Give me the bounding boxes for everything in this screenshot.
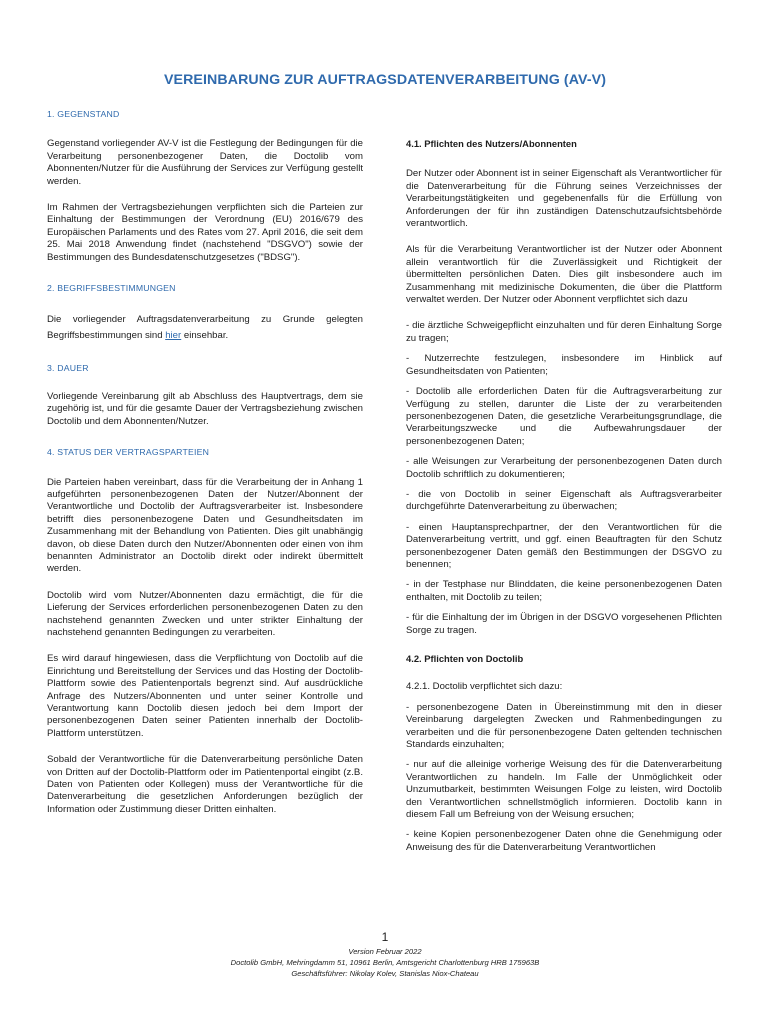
section-heading-gegenstand: 1. GEGENSTAND xyxy=(47,109,120,119)
right-column xyxy=(406,138,722,854)
list-item: - für die Einhaltung der im Übrigen in der DSGVO vorgesehenen Pflichten Sorge zu tragen. xyxy=(406,612,722,636)
document-title: VEREINBARUNG ZUR AUFTRAGSDATENVERARBEITUNG (AV-V) xyxy=(163,72,607,88)
left-column xyxy=(47,108,363,816)
list-item: - in der Testphase nur Blinddaten, die keine personenbezogenen Daten enthalten, mit Doctolib zu teilen; xyxy=(406,579,722,603)
paragraph: Die Parteien haben vereinbart, dass für die Verarbeitung der in Anhang 1 aufgeführten personenbezogenen Daten der Nutzer/Abonnent der Verantwortliche und Doctolib der Auftragsverarbeiter ist. Insbesondere betrifft dies personenbezogene Daten und Gesundheitsdaten im Zusammenhang mit der Behandlung von Patienten. Dies gilt unabhängig davon, ob diese Daten durch den Nutzer/Abonnenten oder einen von ihm benannten Administrator an Doctolib direkt oder indirekt übermittelt werden. xyxy=(47,476,363,575)
list-item: - alle Weisungen zur Verarbeitung der personenbezogenen Daten durch Doctolib schriftlich zu dokumentieren; xyxy=(406,456,722,480)
footer-version: Version Februar 2022 xyxy=(348,947,422,956)
paragraph: Im Rahmen der Vertragsbeziehungen verpflichten sich die Parteien zur Einhaltung der Bestimmungen der Verordnung (EU) 2016/679 des Europäischen Parlaments und des Rates vom 27. April 2016, die seit dem 25. Mai 2018 Anwendung findet (nachstehend "DSGVO") sowie der Bestimmungen des Bundesdatenschutzgesetzes ("BDSG"). xyxy=(47,202,363,263)
list-item: - die ärztliche Schweigepflicht einzuhalten und für deren Einhaltung Sorge zu tragen; xyxy=(406,320,722,344)
paragraph: Der Nutzer oder Abonnent ist in seiner Eigenschaft als Verantwortlicher für die Datenverarbeitung für die Führung seines Verzeichnisses der Verarbeitungstätigkeiten und gegebenenfalls für die Erfüllung von Anforderungen der für ihn zuständigen Datenschutzaufsichtsbehörde verantwortlich. xyxy=(406,168,722,230)
paragraph-text: einsehbar. xyxy=(181,330,229,342)
paragraph-text: Die vorliegender Auftragsdatenverarbeitung zu Grunde gelegten Begriffsbestimmungen sind xyxy=(47,314,363,342)
footer-company: Doctolib GmbH, Mehringdamm 51, 10961 Berlin, Amtsgericht Charlottenburg HRB 175963B xyxy=(230,958,540,967)
list-item: - keine Kopien personenbezogener Daten ohne die Genehmigung oder Anweisung des für die Datenverarbeitung Verantwortlichen xyxy=(406,829,722,853)
list-item: - Nutzerrechte festzulegen, insbesondere im Hinblick auf Gesundheitsdaten von Patienten; xyxy=(406,353,722,377)
paragraph: Doctolib wird vom Nutzer/Abonnenten dazu ermächtigt, die für die Lieferung der Services erforderlichen personenbezogenen Daten zu den nachstehend genannten Zwecken und unter strikter Einhaltung der nachstehend genannten Bedingungen zu verarbeiten. xyxy=(47,589,363,638)
paragraph xyxy=(47,312,363,344)
section-heading-status: 4. STATUS DER VERTRAGSPARTEIEN xyxy=(47,447,210,458)
subsection-heading-pflichten-nutzer: 4.1. Pflichten des Nutzers/Abonnenten xyxy=(406,138,577,149)
list-item: - personenbezogene Daten in Übereinstimmung mit den in dieser Vereinbarung dargelegten Zwecken und Rahmenbedingungen zu verarbeiten und die für personenbezogene Daten geltenden technischen Standards einzuhalten; xyxy=(406,701,722,751)
list-item: - einen Hauptansprechpartner, der den Verantwortlichen für die Datenverarbeitung vertritt, und ggf. einen Beauftragten für den Schutz personenbezogener Daten gemäß den Bestimmungen der DSGVO zu benennen; xyxy=(406,521,722,570)
paragraph: Es wird darauf hingewiesen, dass die Verpflichtung von Doctolib auf die Einrichtung und Bereitstellung der Services und das Hosting der Doctolib-Plattform sowie des Patientenportals begrenzt sind. Auf ausdrückliche Anfrage des Nutzers/Abonnenten und unter seiner Kontrolle und Verantwortung kann Doctolib diesen jedoch bei dem Import der personenbezogenen Daten seiner Patienten innerhalb der Doctolib-Plattform unterstützen. xyxy=(47,653,363,739)
paragraph: 4.2.1. Doctolib verpflichtet sich dazu: xyxy=(406,681,563,693)
list-item: - Doctolib alle erforderlichen Daten für die Auftragsverarbeitung zur Verfügung zu stellen, darunter die Liste der zu verarbeitenden personenbezogenen Daten, die gesetzliche Verarbeitungsgrundlage, die Verarbeitungszwecke und die Aufbewahrungsdauer der personenbezogenen Daten; xyxy=(406,386,722,447)
list-item: - nur auf die alleinige vorherige Weisung des für die Datenverarbeitung Verantwortlichen zu handeln. Im Falle der Unmöglichkeit oder Unzumutbarkeit, bestimmten Weisungen Folge zu leisten, wird Doctolib den Verantwortlichen schnellstmöglich informieren. Doctolib kann in diesem Fall um Befreiung von der Weisung ersuchen; xyxy=(406,759,722,821)
paragraph: Sobald der Verantwortliche für die Datenverarbeitung persönliche Daten von Dritten auf der Doctolib-Plattform oder im Patientenportal eingibt (z.B. Daten von Patienten oder Kollegen) muss der Verantwortliche für die Datenverarbeitung die gesetzlichen Anforderungen bezüglich der Information oder Zustimmung dieser Dritten einhalten. xyxy=(47,754,363,815)
subsection-heading-pflichten-doctolib: 4.2. Pflichten von Doctolib xyxy=(406,653,524,664)
section-heading-dauer: 3. DAUER xyxy=(47,363,89,374)
paragraph: Gegenstand vorliegender AV-V ist die Festlegung der Bedingungen für die Verarbeitung personenbezogener Daten, die Doctolib vom Abonnenten/Nutzer für die Ausführung der Services zur Verfügung gestellt werden. xyxy=(47,138,363,187)
paragraph: Vorliegende Vereinbarung gilt ab Abschluss des Hauptvertrags, dem sie zugehörig ist, und für die gesamte Dauer der Vertragsbeziehung zwischen Doctolib und dem Abonnenten/Nutzer. xyxy=(47,390,363,427)
definitions-link[interactable]: hier xyxy=(165,330,182,342)
paragraph: Als für die Verarbeitung Verantwortlicher ist der Nutzer oder Abonnent allein verantwortlich für die Zuverlässigkeit und Richtigkeit der übermittelten persönlichen Daten. Dies gilt insbesondere auch im Zusammenhang mit medizinische Dokumenten, die über die Plattform verwaltet werden. Der Nutzer oder Abonnent verpflichtet sich dazu xyxy=(406,244,722,306)
footer-management: Geschäftsführer: Nikolay Kolev, Stanislas Niox-Chateau xyxy=(291,969,479,978)
section-heading-begriffsbestimmungen: 2. BEGRIFFSBESTIMMUNGEN xyxy=(47,283,176,294)
list-item: - die von Doctolib in seiner Eigenschaft als Auftragsverarbeiter durchgeführte Datenverarbeitung zu überwachen; xyxy=(406,488,722,513)
page-number: 1 xyxy=(381,930,389,944)
